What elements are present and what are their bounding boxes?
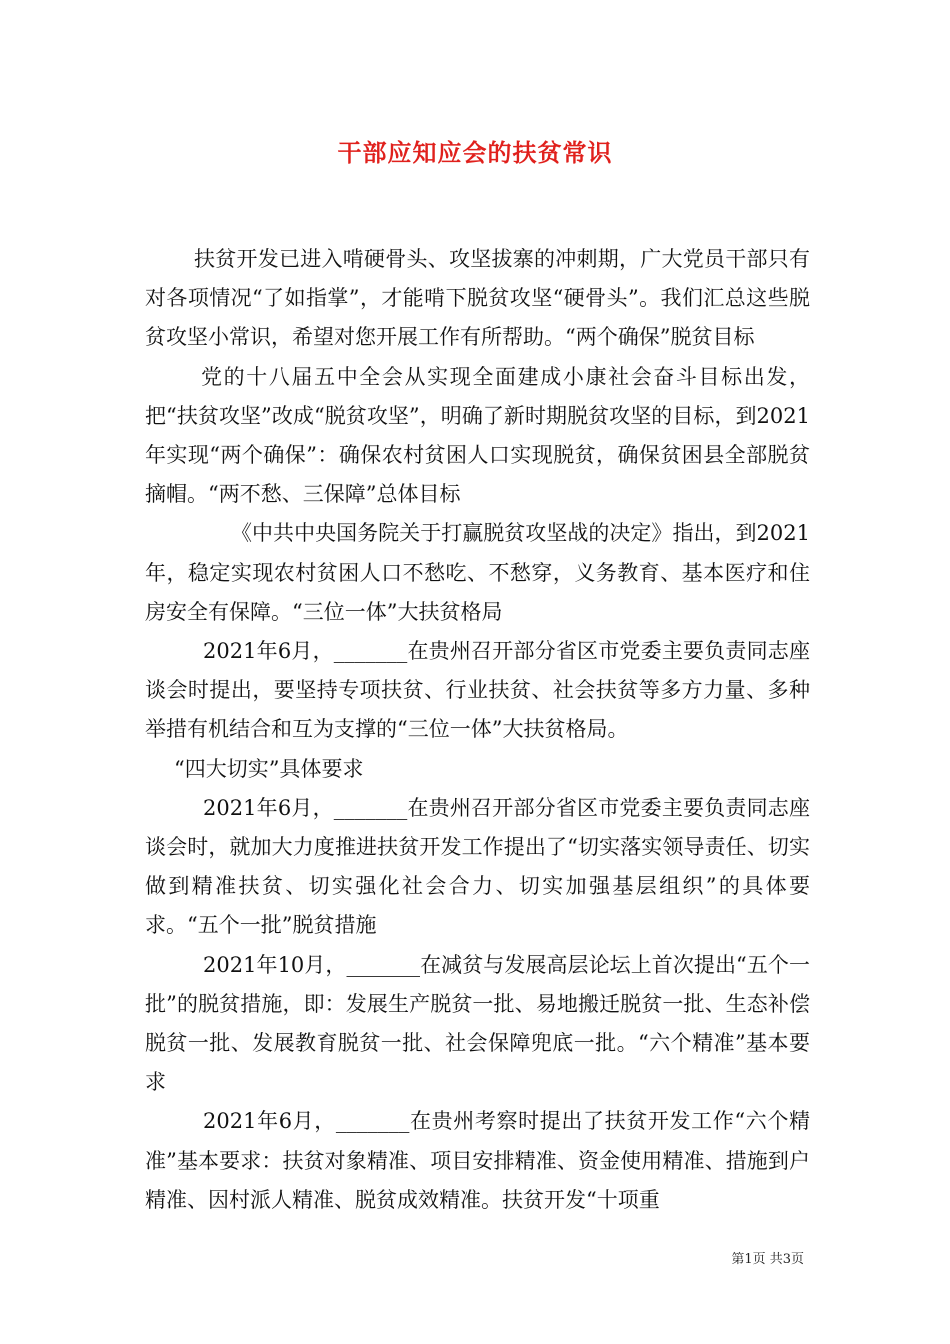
document-title: 干部应知应会的扶贫常识 — [337, 138, 613, 167]
paragraph-1: 扶贫开发已进入啃硬骨头、攻坚拔寨的冲刺期，广大党员干部只有对各项情况“了如指掌”，才能啃下脱贫攻坚“硬骨头”。我们汇总这些脱贫攻坚小常识，希望对您开展工作有所帮助。“两个确保”脱贫目标 — [145, 247, 810, 350]
paragraph-3: 《中共中央国务院关于打赢脱贫攻坚战的决定》指出，到2021年，稳定实现农村贫困人口不愁吃、不愁穿，义务教育、基本医疗和住房安全有保障。“三位一体”大扶贫格局 — [145, 521, 810, 624]
paragraph-7: 2021年10月，_______在减贫与发展高层论坛上首次提出“五个一批”的脱贫措施，即：发展生产脱贫一批、易地搬迁脱贫一批、生态补偿脱贫一批、发展教育脱贫一批、社会保障兜底一批。“六个精准”基本要求 — [145, 952, 810, 1095]
paragraph-8: 2021年6月，_______在贵州考察时提出了扶贫开发工作“六个精准”基本要求：扶贫对象精准、项目安排精准、资金使用精准、措施到户精准、因村派人精准、脱贫成效精准。扶贫开发“十项重 — [145, 1109, 810, 1212]
page-number-footer: 第1页 共3页 — [731, 1252, 804, 1267]
document-body — [145, 240, 810, 1220]
section-heading-four-requirements: “四大切实”具体要求 — [174, 756, 364, 781]
paragraph-2: 党的十八届五中全会从实现全面建成小康社会奋斗目标出发，把“扶贫攻坚”改成“脱贫攻坚”，明确了新时期脱贫攻坚的目标，到2021年实现“两个确保”：确保农村贫困人口实现脱贫，确保贫困县全部脱贫摘帽。“两不愁、三保障”总体目标 — [145, 364, 810, 507]
paragraph-6: 2021年6月，_______在贵州召开部分省区市党委主要负责同志座谈会时，就加大力度推进扶贫开发工作提出了“切实落实领导责任、切实做到精准扶贫、切实强化社会合力、切实加强基层组织”的具体要求。“五个一批”脱贫措施 — [145, 795, 810, 938]
paragraph-4: 2021年6月，_______在贵州召开部分省区市党委主要负责同志座谈会时提出，要坚持专项扶贫、行业扶贫、社会扶贫等多方力量、多种举措有机结合和互为支撑的“三位一体”大扶贫格局。 — [145, 639, 810, 742]
